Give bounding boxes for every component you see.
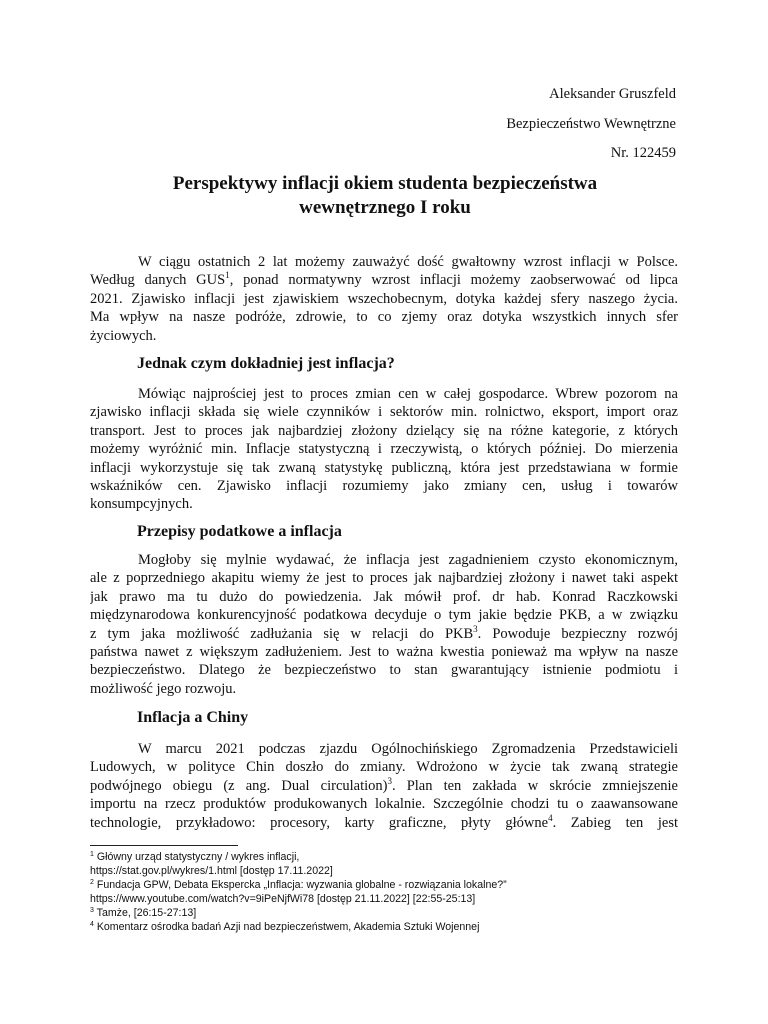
section-heading: Inflacja a Chiny — [137, 709, 249, 726]
section-paragraph — [90, 385, 678, 514]
text-fragment: , ponad normatywny wzrost inflacji możemy zaobserwować od lipca — [229, 272, 678, 289]
paragraph-line: transport. Jest to proces jak najbardziej złożony dzielący się na różne kategorie, z których — [90, 422, 678, 439]
footnote-text: Komentarz ośrodka badań Azji nad bezpieczeństwem, Akademia Sztuki Wojennej — [93, 921, 480, 933]
department-name: Bezpieczeństwo Wewnętrzne — [506, 116, 676, 132]
text-fragment: Według danych GUS — [90, 272, 226, 289]
footnote-separator — [90, 845, 238, 846]
paragraph-line — [90, 777, 678, 795]
paragraph-line: możliwość jego rozwoju. — [90, 680, 237, 697]
footnote-1-link[interactable]: https://stat.gov.pl/wykres/1.html [dostęp 17.11.2022] — [90, 865, 333, 877]
paragraph-line: międzynarodowa konkurencyjność podatkowa decyduje o tym jakie będzie PKB, a w związku — [90, 607, 678, 624]
title-line: wewnętrznego I roku — [299, 197, 471, 218]
footnote-ref: 4 — [548, 813, 553, 823]
section-heading: Przepisy podatkowe a inflacja — [137, 523, 342, 540]
footnote-number: 1 — [90, 851, 94, 858]
paragraph-line: bezpieczeństwo. Dlatego że bezpieczeństwo to stan gwarantujący istnienie podmiotu i — [90, 662, 678, 679]
paragraph-line: wskaźników cen. Zjawisko inflacji rozumiemy jako zmiany cen, usług i towarów — [90, 477, 678, 494]
paragraph-line: 2021. Zjawisko inflacji jest zjawiskiem wszechobecnym, dotyka każdej sfery naszego życia. — [90, 290, 678, 307]
footnote-text: Główny urząd statystyczny / wykres inflacji, — [93, 851, 300, 863]
footnote-2-link[interactable]: https://www.youtube.com/watch?v=9iPeNjfWi78 [dostęp 21.11.2022] [22:55-25:13] — [90, 893, 476, 905]
paragraph-line: inflacji wykorzystuje się tak zwaną statystykę publiczną, która jest przedstawiana w formie — [90, 459, 678, 476]
footnote-text: Tamże, [26:15-27:13] — [93, 907, 197, 919]
paragraph-line — [90, 625, 678, 643]
author-name: Aleksander Gruszfeld — [549, 86, 676, 102]
text-fragment: podwójnego obiegu (z ang. Dual circulation) — [90, 777, 388, 794]
text-fragment: . Plan ten zakłada w skrócie zmniejszenie — [391, 777, 678, 794]
student-number: Nr. 122459 — [610, 145, 676, 161]
paragraph-line: importu na rzecz produktów produkowanych lokalnie. Szczególnie chodzi tu o zaawansowane — [90, 796, 678, 813]
footnote-text: Fundacja GPW, Debata Ekspercka „Inflacja: wyzwania globalne - rozwiązania lokalne?” — [93, 879, 507, 891]
footnote-ref: 3 — [473, 624, 478, 634]
paragraph-line: możemy wyróżnić min. Inflacje statystyczną i rzeczywistą, o których później. Do mierzenia — [90, 441, 678, 458]
footnote-2 — [90, 879, 507, 892]
section-paragraph — [90, 740, 678, 832]
footnote-1 — [90, 851, 299, 864]
title-line: Perspektywy inflacji okiem studenta bezpieczeństwa — [172, 173, 598, 194]
paragraph-line: jak prawo ma tu dużo do powiedzenia. Jak mówił prof. dr hab. Konrad Raczkowski — [90, 588, 678, 605]
footnote-ref: 3 — [387, 776, 392, 786]
footnote-4 — [90, 921, 479, 934]
document-title — [90, 172, 680, 220]
text-fragment: . Zabieg ten jest — [552, 814, 678, 831]
paragraph-line: W ciągu ostatnich 2 lat możemy zauważyć dość gwałtowny wzrost inflacji w Polsce. — [138, 254, 678, 270]
paragraph-line: Mogłoby się mylnie wydawać, że inflacja jest zagadnieniem czysto ekonomicznym, — [138, 552, 678, 568]
text-fragment: z tym jaka możliwość zadłużania się w relacji do PKB — [90, 625, 474, 642]
paragraph-line: ale z poprzedniego akapitu wiemy że jest to proces jak najbardziej złożony i nawet taki aspekt — [90, 570, 678, 587]
paragraph-line — [90, 814, 678, 832]
paragraph-line: Ma wpływ na nasze podróże, zdrowie, to co zjemy oraz dotyka wszystkich innych sfer — [90, 309, 678, 326]
paragraph-line — [90, 271, 678, 289]
text-fragment: . Powoduje bezpieczny rozwój — [477, 625, 678, 642]
paragraph-line: zjawisko inflacji składa się wiele czynników i sektorów min. rolnictwo, eksport, import oraz — [90, 404, 678, 421]
footnote-ref: 1 — [225, 271, 230, 281]
footnote-number: 3 — [90, 907, 94, 914]
footnote-3 — [90, 907, 196, 920]
paragraph-line: W marcu 2021 podczas zjazdu Ogólnochińskiego Zgromadzenia Przedstawicieli — [138, 741, 678, 757]
paragraph-line: państwa nawet z większym zadłużeniem. Jest to ważna kwestia ponieważ ma wpływ na nasze — [90, 643, 678, 660]
intro-paragraph — [90, 253, 678, 345]
section-paragraph — [90, 551, 678, 698]
footnote-number: 4 — [90, 921, 94, 928]
section-heading: Jednak czym dokładniej jest inflacja? — [137, 355, 395, 372]
paragraph-line: konsumpcyjnych. — [90, 496, 193, 513]
paragraph-line: Ludowych, w polityce Chin doszło do zmiany. Wdrożono w życie tak zwaną strategie — [90, 759, 678, 776]
footnote-number: 2 — [90, 879, 94, 886]
paragraph-line: życiowych. — [90, 327, 157, 344]
paragraph-line: Mówiąc najprościej jest to proces zmian cen w całej gospodarce. Wbrew pozorom na — [138, 386, 678, 402]
text-fragment: technologie, przykładowo: procesory, karty graficzne, płyty główne — [90, 814, 549, 831]
